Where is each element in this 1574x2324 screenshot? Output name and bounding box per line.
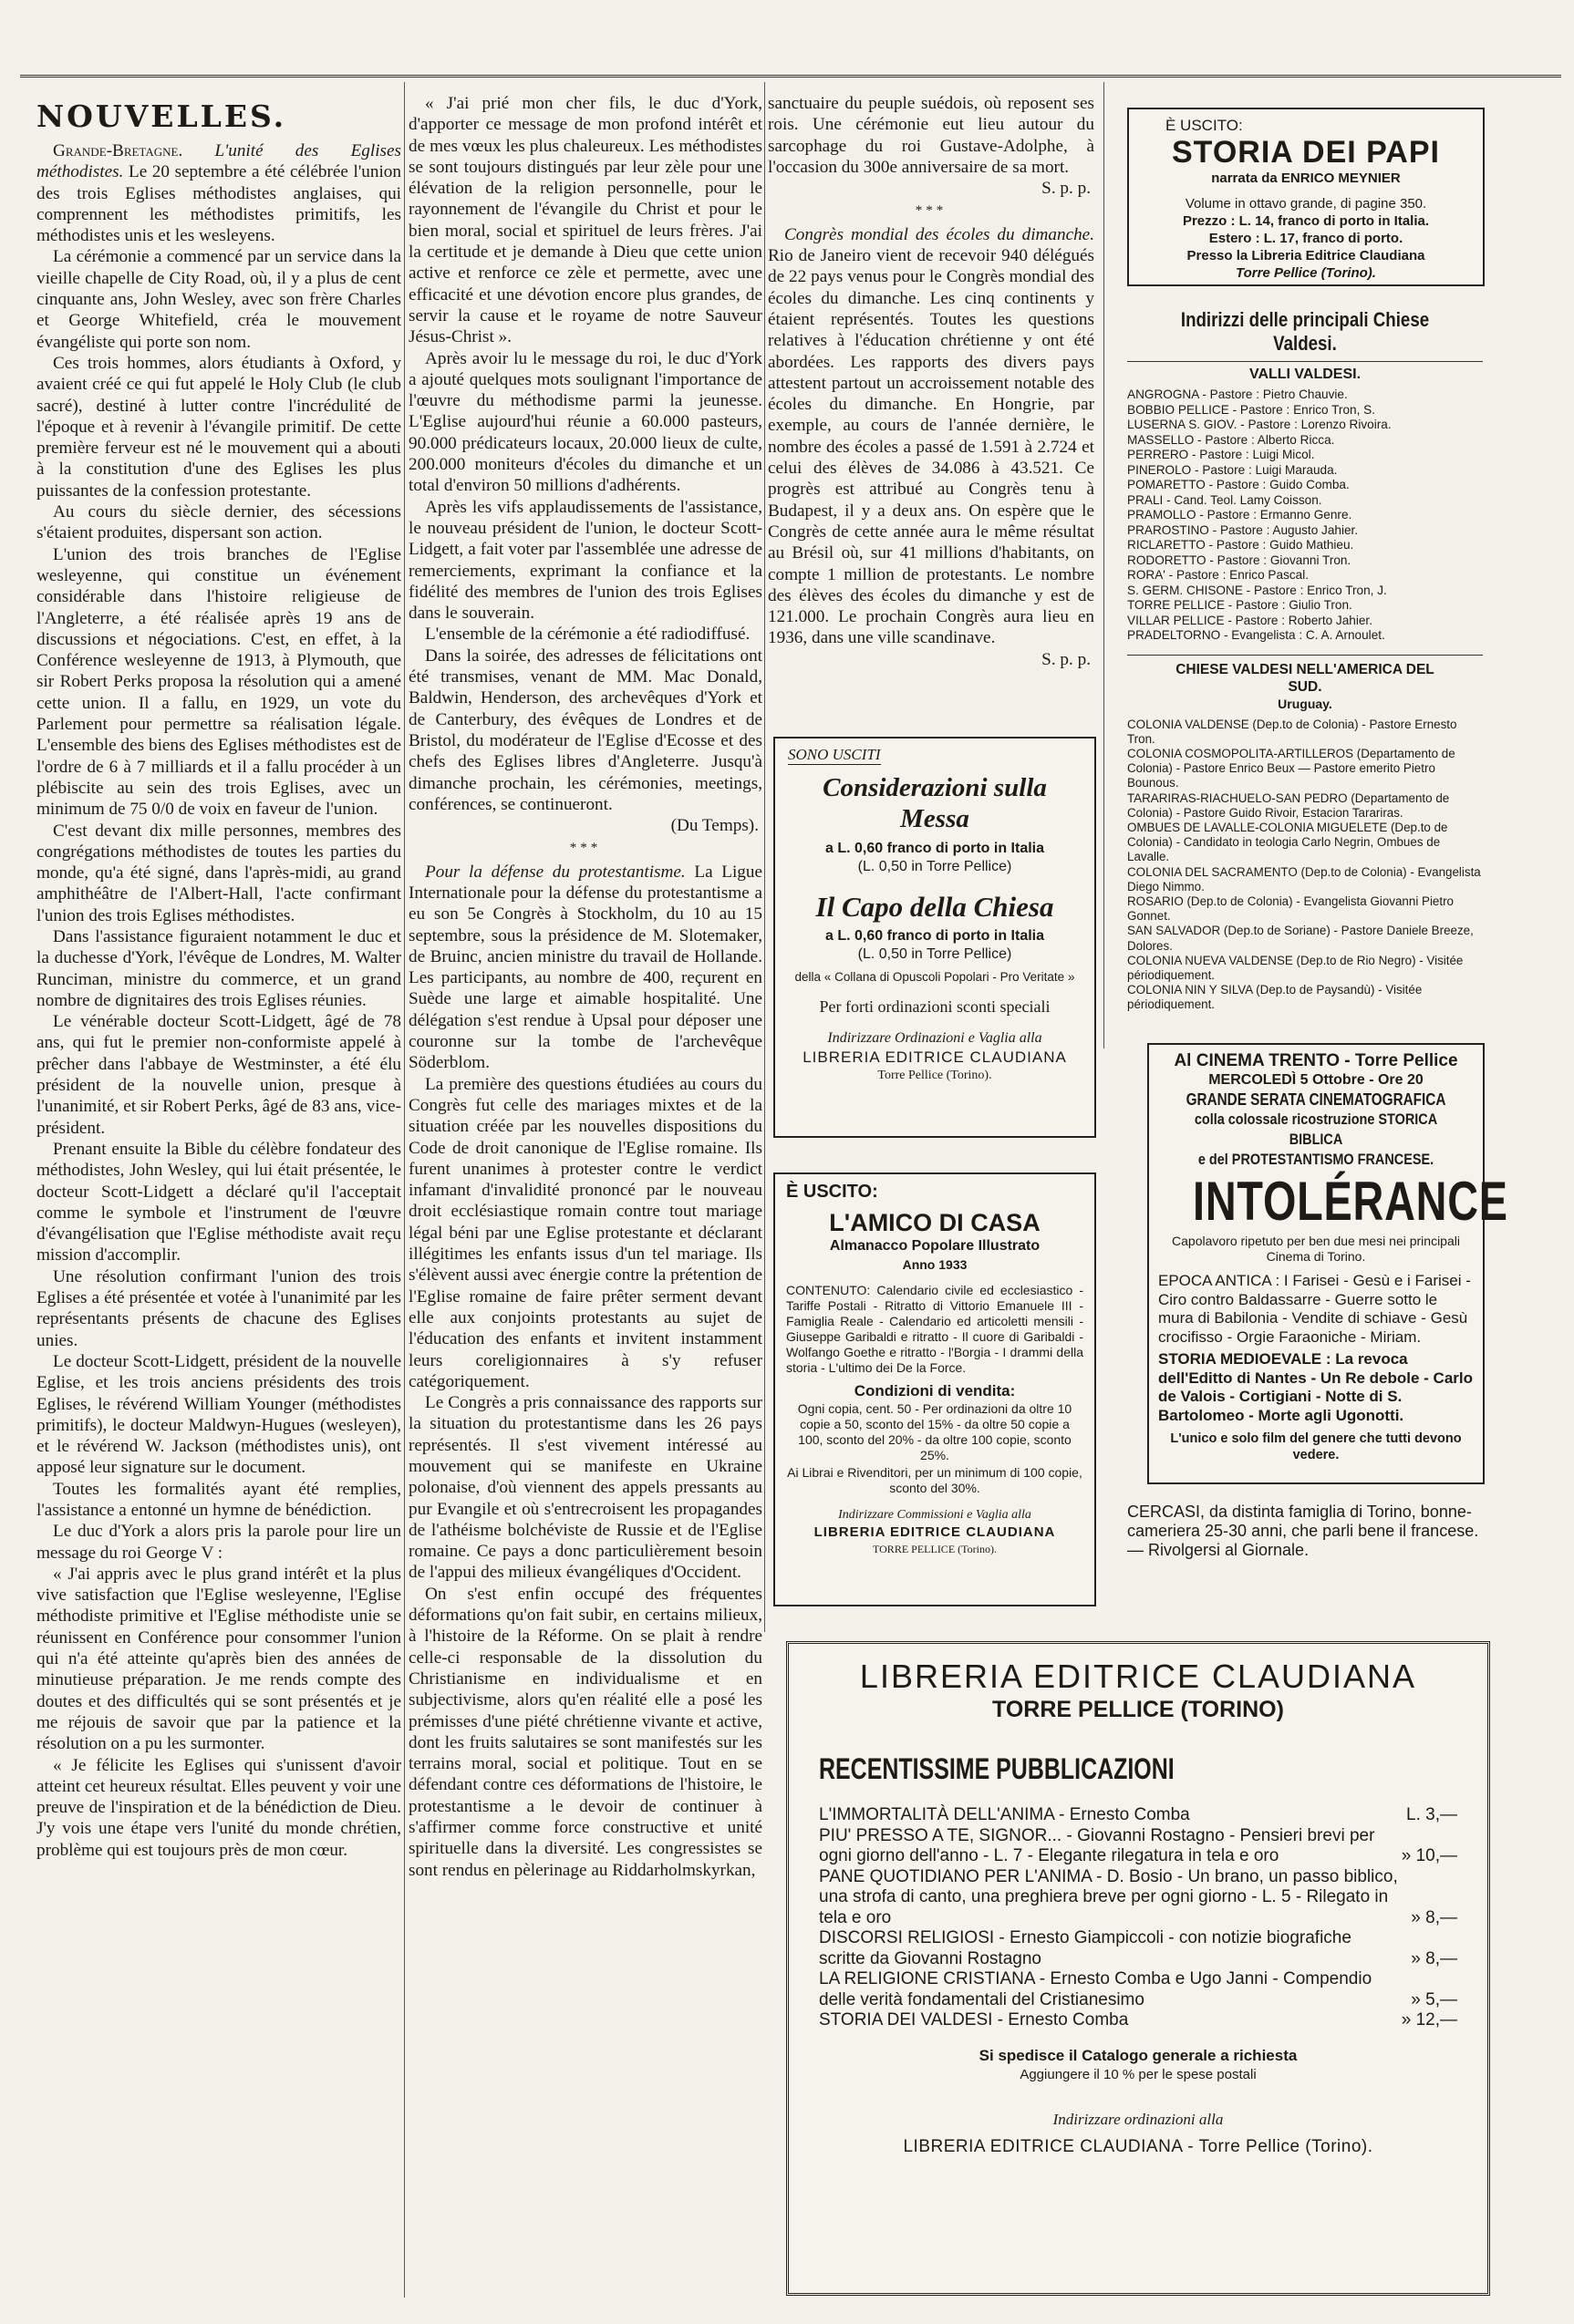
article-paragraph: Le duc d'York a alors pris la parole pour lire un message du roi George V : [36,1522,401,1563]
cinema-line: colla colossale ricostruzione STORICA BIBLICA [1194,1110,1438,1148]
article-paragraph: C'est devant dix mille personnes, membres des congrégations méthodistes de toutes les parties du monde, qu'a été signé, dans l'après-midi, au grand amphithéâtre de l'Albert-Hall, l'acte confirmant l'union des trois Eglises méthodistes. [36,821,401,925]
article-paragraph [36,140,401,246]
claudiana-footer: LIBRERIA EDITRICE CLAUDIANA - Torre Pellice (Torino). [903,2136,1373,2156]
column-rule [1103,82,1104,1048]
ad-collana: della « Collana di Opuscoli Popolari - Pro Veritate » [794,970,1075,984]
chiese-valdesi [1127,308,1483,1013]
article-paragraph: La cérémonie a commencé par un service dans la vieille chapelle de City Road, où, il y a plus de cent cinquante ans, John Wesley, avec son frère Charles et George Whitefield, créa le mouvement évangéliste qui porte son nom. [36,247,401,352]
church-item: PINEROLO - Pastore : Luigi Marauda. [1127,462,1338,477]
article-paragraph: Au cours du siècle dernier, des sécessions s'étaient produites, dispersant son action. [36,502,401,543]
ad-libreria: LIBRERIA EDITRICE CLAUDIANA [803,1048,1067,1066]
ad-title: L'AMICO DI CASA [829,1209,1041,1236]
cercasi-notice: CERCASI, da distinta famiglia di Torino, bonne-cameriera 25-30 anni, che parli bene il francese. — Rivolgersi al Giornale. [1127,1503,1479,1559]
publication-title: L'IMMORTALITÀ DELL'ANIMA - Ernesto Comba [819,1805,1190,1824]
ad-subtitle: Almanacco Popolare Illustrato [829,1238,1041,1254]
publication-item [819,1867,1457,1929]
article-paragraph: Après les vifs applaudissements de l'assistance, le nouveau président de l'union, le docteur Scott-Lidgett, a fait voter par l'assemblée une adresse de remerciements, exprimant la confiance et la fidélité des membres de l'union des trois Eglises dans le souverain. [409,497,762,624]
publication-price: » 5,— [1411,1989,1457,2009]
ad-cinema-trento [1147,1043,1508,1484]
america-heading: CHIESE VALDESI NELL'AMERICA DEL SUD. [1175,661,1434,695]
ad-condizioni-title: Condizioni di vendita: [854,1382,1016,1400]
article-paragraph: Une résolution confirmant l'union des trois Eglises a été présentée et votée à l'unanimité par les représentants présents de chacune des Eglises unies. [36,1266,401,1350]
ad-considerazioni-messa [773,737,1096,1138]
article-paragraph: « Je félicite les Eglises qui s'unissent d'avoir atteint cet heureux résultat. Elles peuvent y voir une preuve de l'inspiration et de la bénédiction de Dieu. J'y vois une étape vers l'unité du monde chrétien, problème qui est toujours près de mon cœur. [36,1755,401,1860]
article-paragraph: Le docteur Scott-Lidgett, président de la nouvelle Eglise, et les trois anciens présidents des trois Eglises, le révérend William Younger (méthodistes primitifs), le docteur Maldwyn-Hugues (wesleyen), et le révérend W. Jackson (méthodistes unis), ont apposé leur signature sur le document. [36,1351,401,1478]
church-item: COLONIA NUEVA VALDENSE (Dep.to de Rio Negro) - Visitée périodiquement. [1127,953,1464,982]
column-1 [36,93,401,1861]
ad-author: narrata da ENRICO MEYNIER [1211,170,1401,186]
church-item: RODORETTO - Pastore : Giovanni Tron. [1127,553,1351,567]
claudiana-heading: RECENTISSIME PUBBLICAZIONI [819,1752,1175,1785]
church-item: PERRERO - Pastore : Luigi Micol. [1127,448,1315,461]
church-item: SAN SALVADOR (Dep.to de Soriane) - Pastore Daniele Breeze, Dolores. [1127,924,1474,953]
cinema-line: L'unico e solo film del genere che tutti devono vedere. [1170,1431,1462,1462]
church-item: COLONIA NIN Y SILVA (Dep.to de Paysandù) - Visitée périodiquement. [1127,983,1423,1012]
church-item: PRADELTORNO - Evangelista : C. A. Arnoulet. [1127,628,1385,642]
article-paragraph: L'ensemble de la cérémonie a été radiodiffusé. [425,625,751,645]
publication-price: L. 3,— [1406,1805,1457,1824]
america-list [1127,718,1483,1013]
ad-title: Il Capo della Chiesa [815,891,1054,923]
church-item: PRAMOLLO - Pastore : Ermanno Genre. [1127,508,1352,522]
ad-line: Prezzo : L. 14, franco di porto in Italia. [1182,213,1430,229]
church-item: LUSERNA S. GIOV. - Pastore : Lorenzo Rivoira. [1127,418,1392,431]
publication-title: DISCORSI RELIGIOSI - Ernesto Giampiccoli - con notizie biografiche scritte da Giovanni Rostagno [819,1928,1351,1968]
ad-anno: Anno 1933 [902,1257,968,1272]
ad-contenuto: CONTENUTO: Calendario civile ed ecclesiastico - Tariffe Postali - Ritratto di Vittorio Emanuele III - Famiglia Reale - Calendario ed articoletti mensili - Giuseppe Garibaldi e ritratto - Il cuore di Garibaldi - Wolfango Goethe e ritratto - l'Borgia - I drammi della storia - L'ultimo dei De la Force. [786,1283,1083,1375]
article-paragraph: On s'est enfin occupé des fréquentes déformations qu'on fait subir, en certains milieux, à l'histoire de la Réforme. On se plait à rendre celle-ci responsable de la dissolution du Christianisme en individualisme et en subjectivisme, alors qu'en réalité elle a posé les prémisses d'une piété chrétienne vivante et active, dont les fruits salutaires se sont manifestés sur les terrains moral, social et politique. Tout en se défendant contre ces déformations de l'histoire, le protestantisme a le devoir de continuer à s'affirmer comme force constructive et unité spirituelle dans la diversité. Les congressistes se sont rendus en pèlerinage au Riddarholmskyrkan, [409,1584,762,1880]
source-signature: S. p. p. [1041,179,1091,199]
valli-heading: VALLI VALDESI. [1248,367,1362,382]
church-item: RORA' - Pastore : Enrico Pascal. [1127,568,1310,582]
church-item: OMBUES DE LAVALLE-COLONIA MIGUELETE (Dep.to de Colonia) - Candidato in teologia Carlo Negrin, Ombues de Lavalle. [1127,820,1448,864]
claudiana-subtitle: TORRE PELLICE (TORINO) [992,1697,1284,1722]
publication-item [819,2010,1457,2031]
article-paragraph: La première des questions étudiées au cours du Congrès fut celle des mariages mixtes et de la situation créée par les nouvelles dispositions du Code de droit canonique de l'Eglise romaine. Ils furent unanimes à protester contre le verdict infamant d'invalidité prononcé par le nouveau droit ecclésiastique romain contre tout mariage légal béni par une Eglise protestante et déclarant illégitimes les enfants issus d'un tel mariage. Ils s'élèvent aussi avec énergie contre la prétention de l'Eglise romaine de faire prêter serment devant elle aux conjoints protestants au sujet de l'éducation des enfants et invitent instamment leurs coreligionnaires à s'y refuser catégoriquement. [409,1074,762,1391]
church-item: COLONIA COSMOPOLITA-ARTILLEROS (Departamento de Colonia) - Pastore Enrico Beux — Pastore emerito Pietro Bounous. [1127,746,1455,790]
column-2 [409,93,762,1881]
church-item: ANGROGNA - Pastore : Pietro Chauvie. [1127,387,1348,401]
church-item: PRALI - Cand. Teol. Lamy Coisson. [1127,492,1322,507]
publication-title: LA RELIGIONE CRISTIANA - Ernesto Comba e Ugo Janni - Compendio delle verità fondamentali del Cristianesimo [819,1969,1372,2009]
article-paragraph: sanctuaire du peuple suédois, où reposent ses rois. Une cérémonie eut lieu autour du sarcophage du roi Gustave-Adolphe, à l'occasion du 300e anniversaire de sa mort. [768,94,1094,177]
cinema-title: INTOLÉRANCE [1193,1171,1508,1232]
church-item: COLONIA DEL SACRAMENTO (Dep.to de Colonia) - Evangelista Diego Nimmo. [1127,864,1481,893]
ad-line: Volume in ottavo grande, di pagine 350. [1185,196,1427,212]
ad-condizioni: Ogni copia, cent. 50 - Per ordinazioni da oltre 10 copie a 50, sconto del 15% - da oltre 50 copie a 100, sconto del 20% - da oltre 100 copie, sconto 25%. [797,1401,1072,1462]
column-rule [404,82,405,2298]
claudiana-indirizzo: Indirizzare ordinazioni alla [1052,2110,1224,2128]
ad-libreria: LIBRERIA EDITRICE CLAUDIANA [813,1524,1056,1540]
ad-line: Estero : L. 17, franco di porto. [1208,231,1403,246]
region-lead: Grande-Bretagne. [53,141,183,160]
cinema-line: Capolavoro ripetuto per ben due mesi nei principali Cinema di Torino. [1172,1234,1460,1264]
publication-item [819,1928,1457,1969]
ad-luogo: TORRE PELLICE (Torino). [873,1543,997,1555]
article-title: Congrès mondial des écoles du dimanche. [784,224,1094,244]
ad-tag: SONO USCITI [788,746,881,763]
section-separator: *** [915,203,948,219]
paragraph-text: La Ligue Internationale pour la défense du protestantisme a eu son 5e Congrès à Stockholm, du 10 au 15 septembre, sous la présidence de M. Slotemaker, de Bruinc, ancien ministre du travail de Hollande. Les participants, au nombre de 400, reçurent en Suède une large et aimable hospitalité. Une délégation s'est rendue à Upsal pour déposer une couronne sur la tombe de l'archevêque Söderblom. [409,862,762,1073]
publication-title: STORIA DEI VALDESI - Ernesto Comba [819,2010,1129,2030]
church-item: COLONIA VALDENSE (Dep.to de Colonia) - Pastore Ernesto Tron. [1127,717,1457,746]
paragraph-text: Rio de Janeiro vient de recevoir 940 délégués de 22 pays venus pour le Congrès mondial des écoles du dimanche. Les cinq continents y étaient représentés. Toutes les questions relatives à l'éducation chrétienne y ont été abordées. Les rapports des divers pays attestent partout un accroissement notable des écoles du dimanche. En Hongrie, par exemple, au cours de l'année dernière, le nombre des écoles a passé de 1.591 à 2.724 et celui des élèves de 34.086 à 43.521. Ce progrès est attribué au Congrès tenu à Budapest, il y a deux ans. On espère que le Congrès de cette année aura le même résultat au Brésil où, sur 41 millions d'habitants, on compte 1 million de protestants. Le nombre des élèves des écoles du dimanche y est de 121.000. Le prochain Congrès aura lieu en 1936, dans une ville scandinave. [768,246,1094,648]
publication-title: PANE QUOTIDIANO PER L'ANIMA - D. Bosio - Un brano, un passo biblico, una strofa di canto, una preghiera breve per ogni giorno - L. 5 - Rilegato in tela e oro [819,1866,1398,1927]
source-signature: (Du Temps). [670,816,759,836]
ad-storia-dei-papi [1127,108,1485,286]
cinema-line: e del PROTESTANTISMO FRANCESE. [1197,1151,1434,1168]
ad-sconti: Per forti ordinazioni sconti speciali [819,997,1051,1016]
church-item: BOBBIO PELLICE - Pastore : Enrico Tron, S. [1127,402,1375,417]
column-3 [768,93,1094,672]
paragraph-text: Le 20 septembre a été célébrée l'union des trois Eglises méthodistes anglaises, qui comprennent les méthodistes primitifs, les méthodistes unis et les wesleyens. [36,162,401,246]
ad-price-local: (L. 0,50 in Torre Pellice) [857,946,1012,962]
top-rule [20,75,1561,77]
ad-line: Presso la Libreria Editrice Claudiana [1186,248,1425,263]
article-paragraph: Le Congrès a pris connaissance des rapports sur la situation du protestantisme dans les 26 pays représentés. Il s'est vivement intéressé au mouvement qui se manifeste en Ukraine polonaise, d'où viennent des appels pressants au pur Evangile et où s'entrecroisent les propagandes de l'athéisme bolchéviste de Russie et de l'Eglise romaine. Ce pays a donc particulièrement besoin de l'appui des milieux évangéliques d'Occident. [409,1393,762,1583]
article-paragraph: L'union des trois branches de l'Eglise wesleyenne, qui constitue un événement considérable dans l'histoire religieuse de l'Angleterre, a été réalisée après 19 ans de discussions et négociations. C'est, en effet, à la Conférence wesleyenne de 1913, à Plymouth, que sir Robert Perks proposa la résolution qui a amené cette union. Il a fallu, en 1929, un vote du Parlement pour permettre sa réalisation légale. L'ensemble des biens des Eglises méthodistes est de l'ordre de 6 à 7 milliards et il a fallu procéder à un plébiscite au sein des trois Eglises, avec un minimum de 75 0/0 de voix en faveur de l'union. [36,544,401,820]
publication-item [819,1805,1457,1826]
publication-price: » 8,— [1411,1907,1457,1927]
article-paragraph: « J'ai appris avec le plus grand intérêt et la plus vive satisfaction que l'Eglise wesleyenne, l'Eglise méthodiste primitive et l'Eglise méthodiste unie se réunissent en Conférence pour consommer l'union qui n'a été atteinte qu'après bien des années de minutieuse préparation. Je me rends compte des doutes et des difficultés qui se sont présentés et je me réjouis de savoir que par la patience et la résolution on a pu les surmonter. [36,1564,401,1754]
article-title: L'unité des Eglises méthodistes. [36,141,401,182]
ad-luogo: Torre Pellice (Torino). [877,1069,992,1082]
church-item: ROSARIO (Dep.to de Colonia) - Evangelista Giovanni Pietro Gonnet. [1127,893,1454,924]
claudiana-title: LIBRERIA EDITRICE CLAUDIANA [859,1658,1417,1695]
ad-libreria-claudiana [786,1641,1490,2296]
claudiana-spese: Aggiungere il 10 % per le spese postali [1020,2066,1257,2082]
church-item: S. GERM. CHISONE - Pastore : Enrico Tron, J. [1127,583,1387,597]
article-title: Pour la défense du protestantisme. [425,862,686,882]
article-paragraph: Dans la soirée, des adresses de félicitations ont été transmises, venant de MM. Mac Donald, Baldwin, Henderson, des archevêques d'York et de Canterbury, des évêques de Londres et de Bristol, du modérateur de l'Eglise d'Ecosse et des chefs des Eglises libres d'Angleterre. Jusqu'à dimanche prochain, les cérémonies, meetings, conférences, se continueront. [409,646,762,814]
publication-item [819,1826,1457,1867]
publication-price: » 12,— [1401,2010,1457,2030]
publication-title: PIU' PRESSO A TE, SIGNOR... - Giovanni Rostagno - Pensieri brevi per ogni giorno dell'anno - L. 7 - Elegante rilegatura in tela e oro [819,1825,1375,1865]
valli-list [1127,387,1483,644]
article-paragraph: Dans l'assistance figuraient notamment le duc et la duchesse d'York, l'évêque de Londres, M. Walter Runciman, ministre du commerce, et un grand nombre de dignitaires des trois Eglises réunies. [36,926,401,1010]
ad-tag: È USCITO: [1165,117,1243,134]
ad-line: Torre Pellice (Torino). [1236,265,1376,281]
column-rule [764,82,765,1632]
article-paragraph: Le vénérable docteur Scott-Lidgett, âgé de 78 ans, qui fut le premier non-conformiste appelé à prêcher dans l'abbaye de Westminster, a été élu président de la nouvelle union, presque à l'unanimité, et sir Robert Perks, âgé de 83 ans, vice-président. [36,1012,401,1138]
ad-price: a L. 0,60 franco di porto in Italia [824,928,1045,944]
article-paragraph: « J'ai prié mon cher fils, le duc d'York, d'apporter ce message de mon profond intérêt et de mes vœux les plus chaleureux. Les méthodistes se sont toujours distingués par leur zèle pour une élévation de la religion personnelle, pour le rayonnement de l'évangile du Christ et pour le bien moral, social et spirituel de leurs frères. J'ai la certitude et je demande à Dieu que cette union active et renforce ce zèle et permette, avec une efficacité et une dévotion encore plus grandes, de servir la cause et le royame de notre Sauveur Jésus-Christ ». [409,94,762,347]
church-item: TORRE PELLICE - Pastore : Giulio Tron. [1127,598,1352,612]
article-paragraph: Après avoir lu le message du roi, le duc d'York a ajouté quelques mots soulignant l'importance de l'œuvre du méthodisme parmi la jeunesse. L'Eglise aujourd'hui réunie a 60.000 pasteurs, 90.000 prédicateurs locaux, 20.000 lieux de culte, 200.000 moniteurs d'écoles du dimanche et un total d'environ 50 millions d'adhérents. [409,348,762,496]
publication-price: » 10,— [1401,1846,1457,1865]
article-paragraph: Toutes les formalités ayant été remplies, l'assistance a entonné un hymne de bénédiction. [36,1479,401,1520]
ad-title: Considerazioni sulla Messa [823,773,1047,833]
cinema-line: Al CINEMA TRENTO - Torre Pellice [1174,1051,1458,1070]
church-item: MASSELLO - Pastore : Alberto Ricca. [1127,432,1335,447]
section-heading: NOUVELLES. [36,98,287,134]
publication-price: » 8,— [1411,1948,1457,1968]
ad-indirizzo: Indirizzare Ordinazioni e Vaglia alla [827,1030,1042,1046]
cinema-epoca: EPOCA ANTICA : I Farisei - Gesù e i Farisei - Ciro contro Baldassarre - Guerre sotto le mura di Babilonia - Vendite di schiave - Gesù crocifisso - Orgie Faraoniche - Miriam. [1158,1272,1471,1346]
church-item: POMARETTO - Pastore : Guido Comba. [1127,478,1350,491]
article-paragraph: Ces trois hommes, alors étudiants à Oxford, y avaient créé ce qui fut appelé le Holy Club (le club sacré), destiné à lutter contre l'incrédulité de l'époque et à revenir à l'évangile primitif. De cette première ferveur est né le mouvement qui a abouti à la constitution d'une des Eglises les plus puissantes de la confession protestante. [36,353,401,501]
cinema-line: MERCOLEDÌ 5 Ottobre - Ore 20 [1208,1072,1424,1088]
article-paragraph [768,224,1094,649]
ad-amico-di-casa [773,1172,1096,1606]
church-item: VILLAR PELLICE - Pastore : Roberto Jahier. [1127,613,1372,627]
ad-tag: È USCITO: [786,1182,878,1202]
ad-indirizzo: Indirizzare Commissioni e Vaglia alla [838,1508,1031,1522]
cinema-epoca: STORIA MEDIOEVALE : La revoca dell'Editto di Nantes - Un Re debole - Carlo de Valois - Cortigiani - Notte di S. Bartolomeo - Morte agli Ugonotti. [1158,1350,1474,1424]
church-item: RICLARETTO - Pastore : Guido Mathieu. [1127,538,1354,552]
publication-item [819,1969,1457,2010]
ad-title: STORIA DEI PAPI [1172,135,1440,170]
publication-list [819,1805,1457,2031]
claudiana-catalogo: Si spedisce il Catalogo generale a richiesta [979,2046,1298,2064]
chiese-title: Indirizzi delle principali Chiese Valdesi. [1180,308,1430,355]
ad-price-local: (L. 0,50 in Torre Pellice) [857,859,1012,874]
church-item: PRAROSTINO - Pastore : Augusto Jahier. [1127,522,1359,537]
article-paragraph [409,862,762,1074]
source-signature: S. p. p. [1041,649,1091,669]
section-separator: *** [569,841,602,856]
article-paragraph: Prenant ensuite la Bible du célèbre fondateur des méthodistes, John Wesley, qui lui était présentée, le docteur Scott-Lidgett a déclaré qu'il l'acceptait comme le symbole et l'instrument de l'œuvre d'évangélisation que l'Eglise méthodiste avait reçu mission d'accomplir. [36,1139,401,1265]
ad-condizioni-librai: Ai Librai e Rivenditori, per un minimum di 100 copie, sconto del 30%. [787,1465,1082,1495]
church-item: TARARIRAS-RIACHUELO-SAN PEDRO (Departamento de Colonia) - Pastore Guido Rivoir, Estacion Tarariras. [1127,790,1450,820]
uruguay-heading: Uruguay. [1278,696,1332,711]
ad-price: a L. 0,60 franco di porto in Italia [824,841,1045,856]
cinema-line: GRANDE SERATA CINEMATOGRAFICA [1186,1090,1446,1109]
